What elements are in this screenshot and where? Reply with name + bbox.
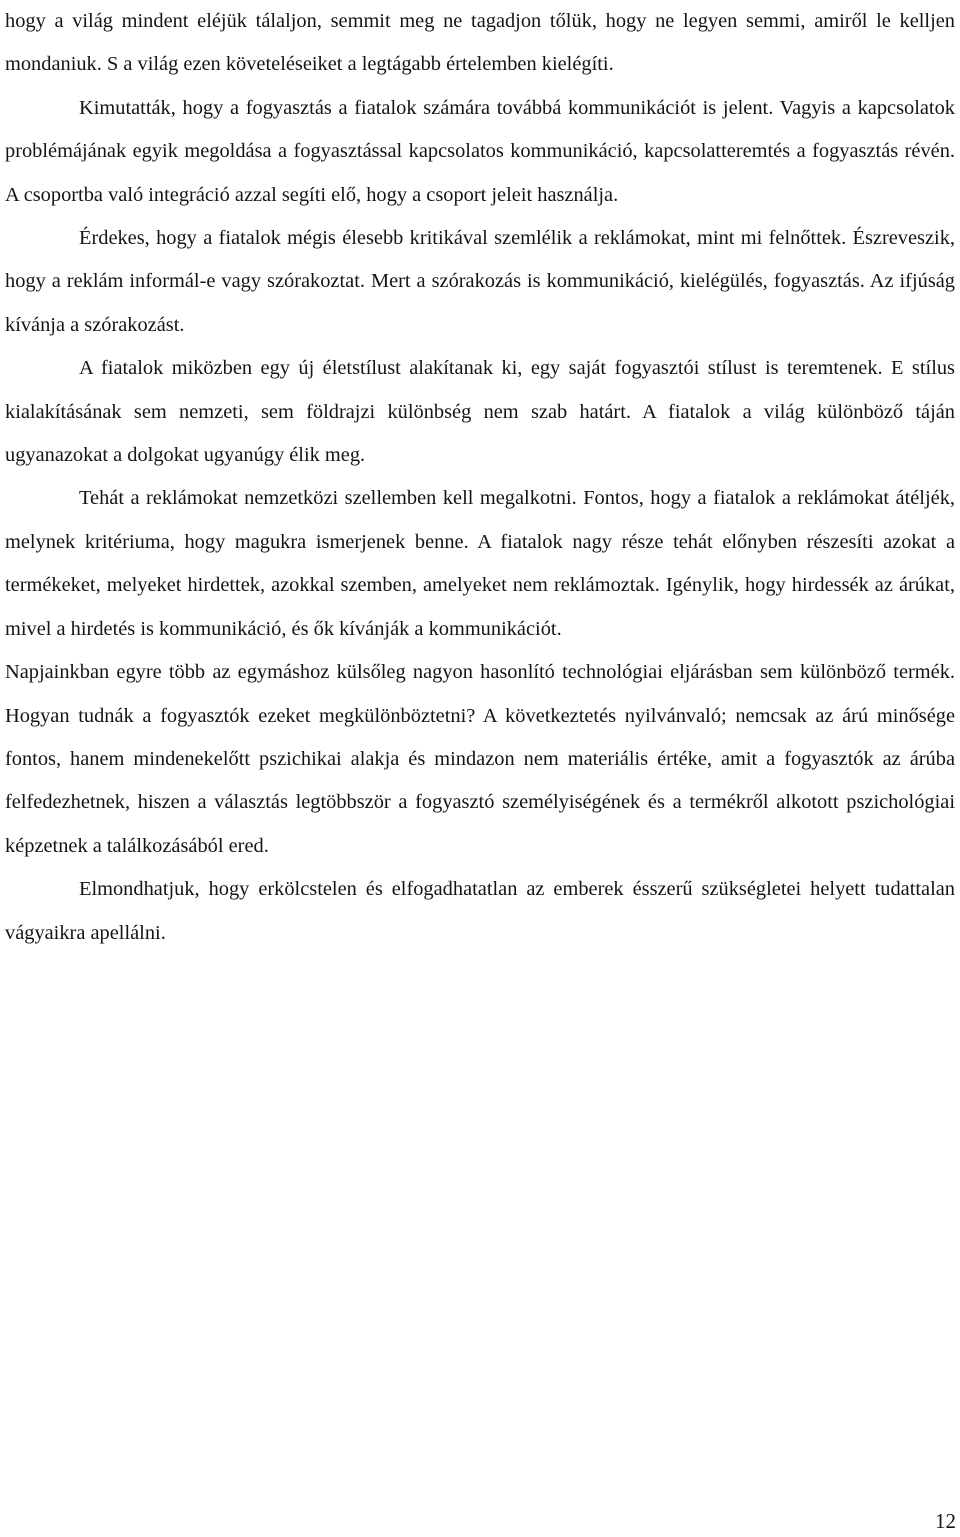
paragraph-3: Érdekes, hogy a fiatalok mégis élesebb kritikával szemlélik a reklámokat, mint mi felnőttek. Észreveszik, hogy a reklám informál-e vagy szórakoztat. Mert a szórakozás is kommunikáció, kielégülés, fogyasztás. Az ifjúság kívánja a szórakozást.	[5, 227, 955, 336]
paragraph-7: Elmondhatjuk, hogy erkölcstelen és elfogadhatatlan az emberek ésszerű szükségletei helyett tudattalan vágyaikra apellálni.	[5, 878, 955, 944]
paragraph-6: Napjainkban egyre több az egymáshoz külsőleg nagyon hasonlító technológiai eljárásban sem különböző termék. Hogyan tudnák a fogyasztók ezeket megkülönböztetni? A következtetés nyilvánvaló; nemcsak az árú minősége fontos, hanem mindenekelőtt pszichikai alakja és mindazon nem materiális értéke, amit a fogyasztók az árúba felfedezhetnek, hiszen a választás legtöbbször a fogyasztó személyiségének és a termékről alkotott pszichológiai képzetnek a találkozásából ered.	[5, 661, 955, 857]
paragraph-2: Kimutatták, hogy a fogyasztás a fiatalok számára továbbá kommunikációt is jelent. Vagyis a kapcsolatok problémájának egyik megoldása a fogyasztással kapcsolatos kommunikáció, kapcsolatteremtés a fogyasztás révén. A csoportba való integráció azzal segíti elő, hogy a csoport jeleit használja.	[5, 96, 955, 206]
page-number: 12	[935, 1509, 956, 1533]
paragraph-4: A fiatalok miközben egy új életstílust alakítanak ki, egy saját fogyasztói stílust is teremtenek. E stílus kialakításának sem nemzeti, sem földrajzi különbség nem szab határt. A fiatalok a világ különböző táján ugyanazokat a dolgokat ugyanúgy élik meg.	[5, 357, 955, 467]
document-body	[5, 0, 955, 955]
paragraph-1: hogy a világ mindent eléjük tálaljon, semmit meg ne tagadjon tőlük, hogy ne legyen semmi, amiről le kelljen mondaniuk. S a világ ezen követeléseiket a legtágabb értelemben kielégíti.	[5, 10, 955, 76]
paragraph-5: Tehát a reklámokat nemzetközi szellemben kell megalkotni. Fontos, hogy a fiatalok a reklámokat átéljék, melynek kritériuma, hogy magukra ismerjenek benne. A fiatalok nagy része tehát előnyben részesíti azokat a termékeket, melyeket hirdettek, azokkal szemben, amelyeket nem reklámoztak. Igénylik, hogy hirdessék az árúkat, mivel a hirdetés is kommunikáció, és ők kívánják a kommunikációt.	[5, 487, 955, 640]
